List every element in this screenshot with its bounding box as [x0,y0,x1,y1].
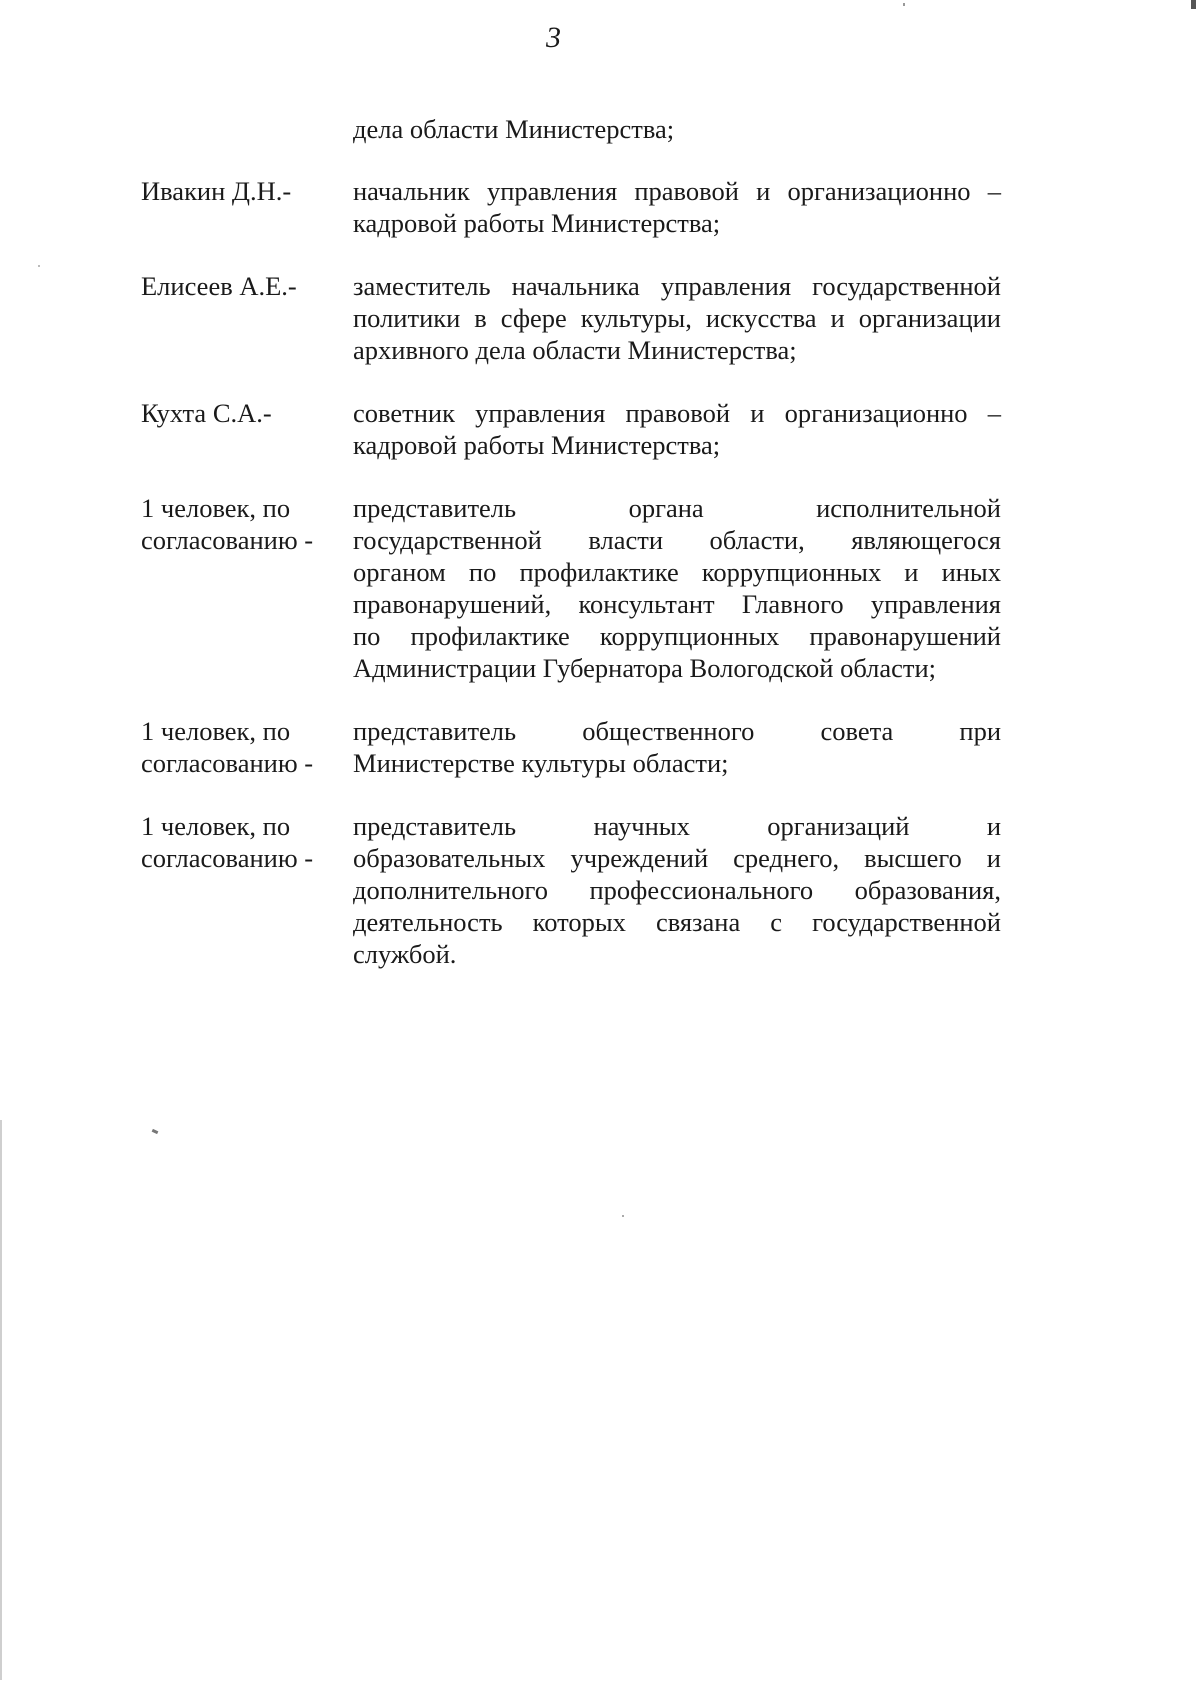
role-line: советник управления правовой и организационно – [353,398,1001,428]
member-entry [141,175,1001,239]
member-name [141,492,353,684]
member-name [141,175,353,239]
role-line: политики в сфере культуры, искусства и организации [353,303,1001,333]
member-name [141,397,353,461]
member-role [353,175,1001,239]
role-line: начальник управления правовой и организационно – [353,176,1001,206]
member-role [353,715,1001,779]
member-name [141,113,353,145]
member-role [353,397,1001,461]
member-entry [141,492,1001,684]
member-entry [141,113,1001,145]
member-name-line: согласованию - [141,843,314,873]
commission-member-list [141,113,1001,1001]
member-name-line: Кухта С.А.- [141,398,272,428]
role-line: Министерстве культуры области; [353,748,729,778]
scan-speck [903,3,905,6]
role-line: кадровой работы Министерства; [353,208,721,238]
member-role [353,810,1001,970]
member-name [141,270,353,366]
role-line: заместитель начальника управления государственной [353,271,1001,301]
member-name-line: 1 человек, по [141,493,291,523]
role-line: деятельность которых связана с государственной [353,907,1001,937]
role-line: органом по профилактике коррупционных и иных [353,557,1001,587]
role-line: представитель органа исполнительной [353,493,1001,523]
role-line: правонарушений, консультант Главного управления [353,589,1001,619]
member-entry [141,270,1001,366]
member-role [353,492,1001,684]
scan-speck [152,1129,159,1134]
member-entry [141,810,1001,970]
member-name-line: Ивакин Д.Н.- [141,176,292,206]
scan-speck [1191,0,1196,9]
scan-edge [0,1120,2,1680]
member-name-line: 1 человек, по [141,811,291,841]
scan-speck [38,265,40,267]
role-line: дополнительного профессионального образования, [353,875,1001,905]
page-number: 3 [546,21,561,54]
role-line: образовательных учреждений среднего, высшего и [353,843,1001,873]
member-name [141,715,353,779]
role-line: службой. [353,939,457,969]
scan-speck [622,1215,624,1217]
role-line: представитель общественного совета при [353,716,1001,746]
role-line: представитель научных организаций и [353,811,1001,841]
role-line: архивного дела области Министерства; [353,335,797,365]
role-line: по профилактике коррупционных правонарушений [353,621,1001,651]
role-line: государственной власти области, являющегося [353,525,1001,555]
member-entry [141,397,1001,461]
member-entry [141,715,1001,779]
member-role [353,113,1001,145]
member-name-line: согласованию - [141,748,314,778]
member-name-line: 1 человек, по [141,716,291,746]
role-line: Администрации Губернатора Вологодской области; [353,653,937,683]
member-name-line: Елисеев А.Е.- [141,271,297,301]
role-line: кадровой работы Министерства; [353,430,721,460]
role-line: дела области Министерства; [353,114,675,144]
member-role [353,270,1001,366]
member-name [141,810,353,970]
member-name-line: согласованию - [141,525,314,555]
